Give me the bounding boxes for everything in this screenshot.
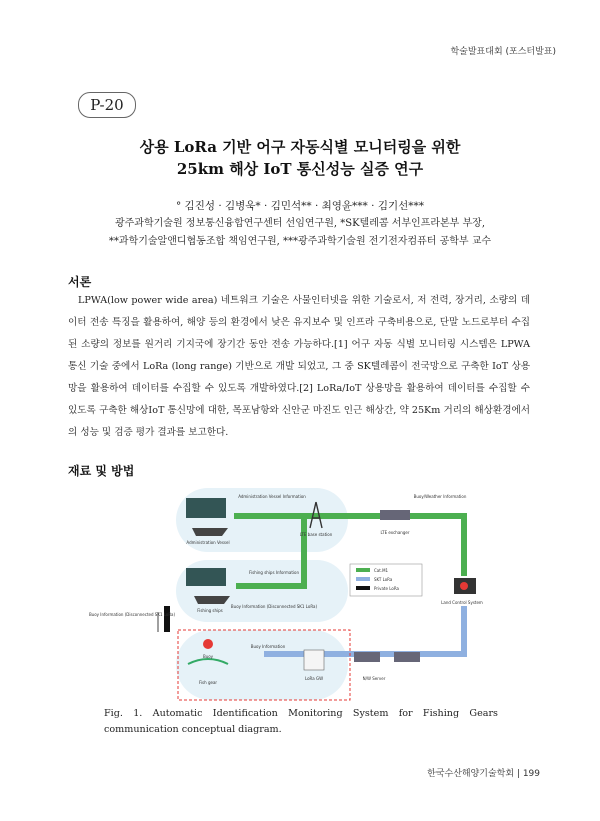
land-control-chart-icon (460, 582, 468, 590)
label-fishing-ship: Fishing ships (197, 608, 223, 613)
buoy-icon (203, 639, 213, 649)
legend-swatch-private-lora (356, 586, 370, 590)
label-land-control: Land Control System (441, 600, 483, 605)
label-buoy-info: Buoy Information (250, 644, 286, 649)
label-buoy-weather: Buoy/Weather Information (413, 494, 467, 499)
nw-server-icon (354, 652, 380, 662)
label-buoy-info-disc: Buoy Information (Disconnected SK1 LoRa) (230, 604, 318, 609)
affiliation-line-2: **과학기술알앤디협동조합 책임연구원, ***광주과학기술원 전기전자컴퓨터 공학부 교수 (108, 236, 492, 247)
nw-server-icon-2 (394, 652, 420, 662)
label-lora-gw: LoRa GW (304, 676, 324, 681)
admin-vessel-screen-icon (186, 498, 226, 518)
fishing-ship-screen-icon (186, 568, 226, 586)
affiliations (0, 215, 600, 251)
intro-paragraph: LPWA(low power wide area) 네트워크 기술은 사물인터넷을 위한 기술로서, 저 전력, 장거리, 소량의 데이터 전송 특징을 활용하여, 해양 등의 환경에서 낮은 유지보수 및 인프라 구축비용으로, 단말 노드로부터 수집된 소량의 정보를 원거리 기지국에 장기간 동안 전송 가능하다.[1] 어구 자동 식별 모니터링 시스템은 LPWA 통신 기술 중에서 LoRa (long range) 기반으로 개발 되었고, 그 중 SK텔레콤이 전국망으로 구축한 IoT 상용망을 활용하여 데이터를 수집할 수 있도록 개발하였다.[2] LoRa/IoT 상용망을 활용하여 데이터를 수집할 수 있도록 구축한 해상IoT 통신망에 대한, 목포남항와 신안군 마진도 인근 해상간, 약 25Km 거리의 해상환경에서의 성능 및 검증 평가 결과를 보고한다. (68, 295, 530, 438)
figure-caption: Fig. 1. Automatic Identification Monitoring System for Fishing Gears communication conceptual diagram. (104, 708, 498, 735)
legend-swatch-skt-lora (356, 577, 370, 581)
lora-gw-icon (304, 650, 324, 670)
affiliation-line-1: 광주과학기술원 정보통신융합연구센터 선임연구원, *SK텔레콤 서부인프라본부 부장, (114, 218, 485, 229)
label-nw-server: N/W Server (362, 676, 386, 681)
title-line-2: 25km 해상 IoT 통신성능 실증 연구 (176, 160, 424, 178)
private-lora-bar (164, 606, 170, 632)
title-line-1: 상용 LoRa 기반 어구 자동식별 모니터링을 위한 (139, 138, 461, 156)
system-diagram (88, 488, 498, 710)
label-admin-info: Administration Vessel Information (238, 494, 306, 499)
legend-label-catm1: Cat.M1 (374, 568, 389, 573)
conference-header: 학술발표대회 (포스터발표) (450, 47, 556, 57)
label-admin-vessel: Administration Vessel (186, 540, 230, 545)
section-title-intro: 서론 (68, 275, 92, 289)
legend-label-skt-lora: SKT LoRa (374, 577, 393, 582)
paper-title (0, 136, 600, 180)
fishing-ship-icon (194, 596, 230, 604)
label-buoy-info-left: Buoy Information (Disconnected SK1 LoRa) (88, 612, 176, 617)
label-buoy: Buoy (202, 654, 214, 659)
label-fish-gear: Fish gear (198, 680, 218, 685)
page-footer: 한국수산해양기술학회 | 199 (427, 769, 540, 779)
legend-label-private-lora: Private LoRa (374, 586, 399, 591)
admin-vessel-ship-icon (192, 528, 228, 536)
section-title-methods: 재료 및 방법 (68, 464, 135, 478)
paper-id-badge: P-20 (78, 92, 136, 118)
label-lte-exchanger: LTE exchanger (380, 530, 410, 535)
label-fishing-ship-info: Fishing ships Information (249, 570, 299, 575)
authors: ° 김진성 · 김병욱* · 김민석** · 최영윤*** · 김기선*** (175, 200, 425, 212)
label-lte-base: LTE base station (299, 532, 333, 537)
lte-exchanger-icon (380, 510, 410, 520)
intro-body (68, 290, 530, 444)
legend-swatch-catm1 (356, 568, 370, 572)
